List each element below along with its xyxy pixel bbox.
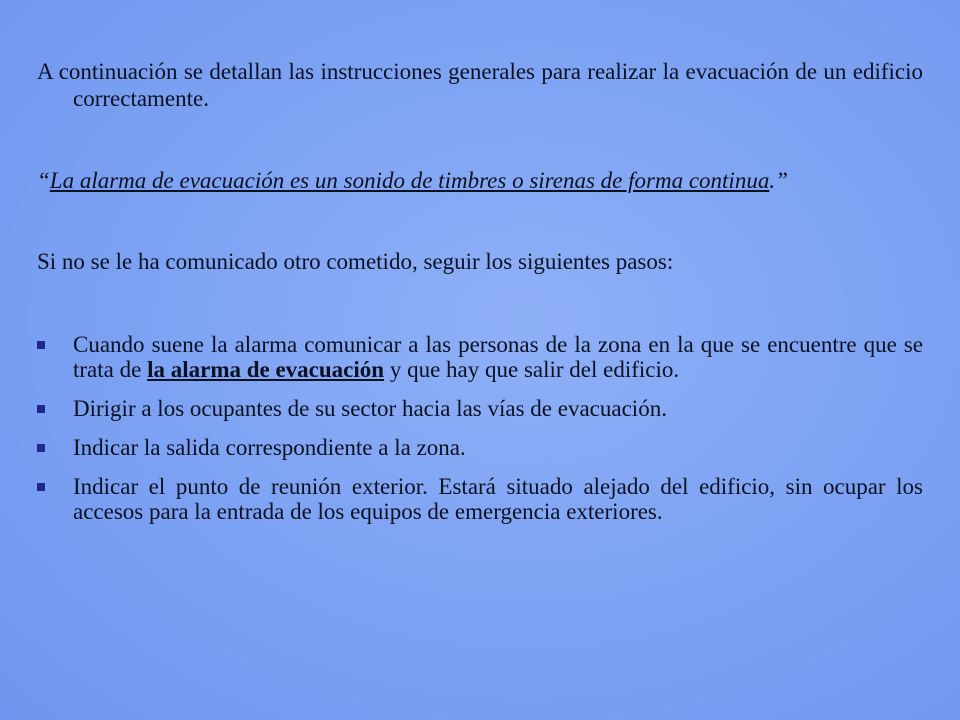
step-emphasis: la alarma de evacuación [147,357,385,382]
steps-list [37,332,923,524]
quote-paragraph [37,167,923,194]
step-text: Dirigir a los ocupantes de su sector hacia las vías de evacuación. [73,396,667,421]
square-bullet-icon [37,444,45,452]
steps-intro: Si no se le ha comunicado otro cometido, seguir los siguientes pasos: [37,249,674,274]
square-bullet-icon [37,341,45,349]
list-item [37,435,923,460]
quote-open-mark: “ [37,168,50,193]
intro-paragraph: A continuación se detallan las instrucciones generales para realizar la evacuación de un edificio correctamente. [37,59,923,111]
list-item [37,332,923,382]
slide-content [37,58,923,538]
step-text: Indicar la salida correspondiente a la zona. [73,435,466,460]
quote-text: La alarma de evacuación es un sonido de timbres o sirenas de forma continua [49,168,770,193]
step-text: y que hay que salir del edificio. [384,357,680,382]
step-text: Cuando suene la alarma comunicar a las personas de la zona en la que se encuentre que se trata de [73,332,923,382]
square-bullet-icon [37,483,45,491]
list-item [37,474,923,524]
step-text: Indicar el punto de reunión exterior. Estará situado alejado del edificio, sin ocupar los accesos para la entrada de los equipos de emergencia exteriores. [73,474,923,524]
quote-close-mark: .” [769,168,788,193]
square-bullet-icon [37,405,45,413]
list-item [37,396,923,421]
